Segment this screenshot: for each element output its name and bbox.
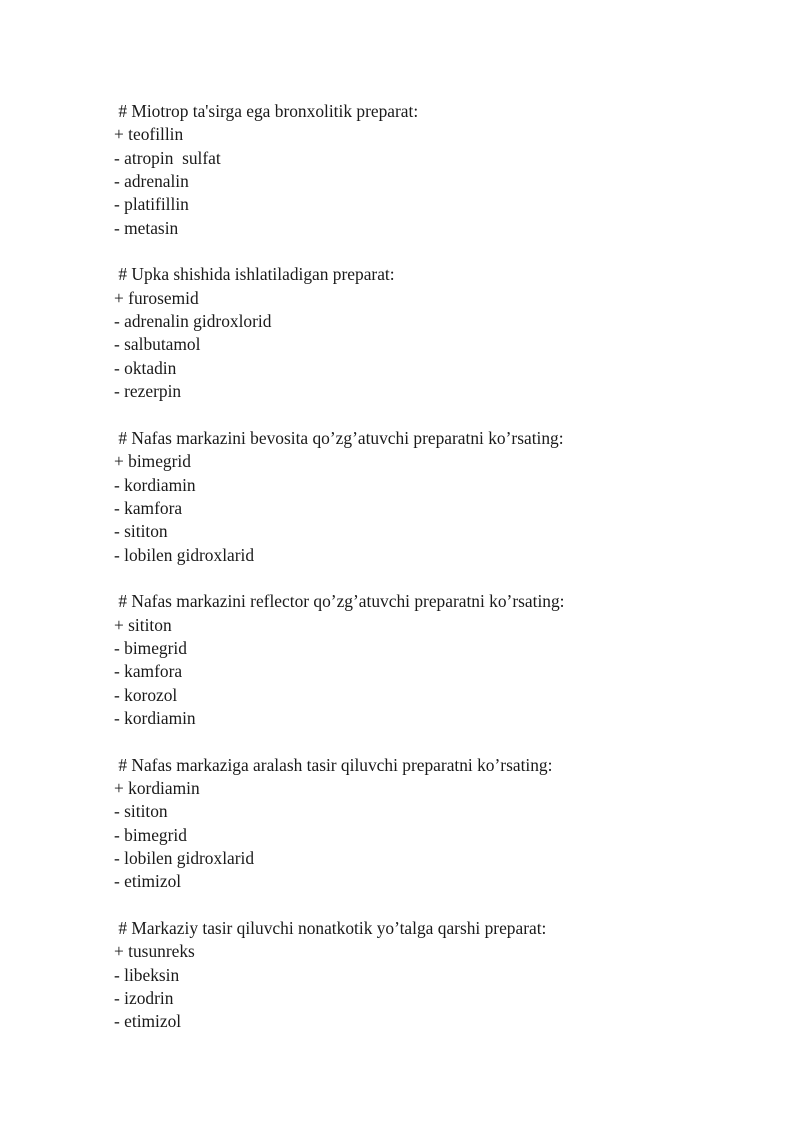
question-block (114, 427, 754, 567)
answer-option: - korozol (114, 684, 178, 705)
question-text: # Upka shishida ishlatiladigan preparat: (114, 264, 395, 285)
answer-option: + furosemid (114, 287, 199, 308)
answer-option: - lobilen gidroxlarid (114, 544, 255, 565)
question-text: # Nafas markazini reflector qo’zg’atuvchi preparatni ko’rsating: (114, 591, 565, 612)
answer-option: - izodrin (114, 988, 174, 1009)
answer-option: - platifillin (114, 194, 189, 215)
answer-option: + kordiamin (114, 777, 200, 798)
answer-option: - kordiamin (114, 707, 196, 728)
question-text: # Nafas markazini bevosita qo’zg’atuvchi preparatni ko’rsating: (114, 427, 564, 448)
answer-option: - etimizol (114, 1011, 182, 1032)
answer-option: - lobilen gidroxlarid (114, 848, 255, 868)
answer-option: - kordiamin (114, 474, 196, 495)
answer-option: - sititon (114, 521, 168, 542)
answer-option: - kamfora (114, 497, 183, 518)
answer-option: + sititon (114, 614, 172, 635)
question-text: # Miotrop ta'sirga ega bronxolitik preparat: (114, 101, 419, 121)
answer-option: + tusunreks (114, 941, 195, 962)
answer-option: + bimegrid (114, 451, 191, 472)
answer-option: - kamfora (114, 661, 183, 682)
question-block (114, 590, 754, 730)
answer-option: - rezerpin (114, 381, 182, 402)
answer-option: - metasin (114, 217, 179, 238)
question-text: # Nafas markaziga aralash tasir qiluvchi preparatni ko’rsating: (114, 754, 553, 775)
answer-option: - atropin sulfat (114, 147, 221, 168)
answer-option: - etimizol (114, 871, 182, 892)
answer-option: + teofillin (114, 124, 184, 145)
answer-option: - adrenalin gidroxlorid (114, 311, 272, 332)
answer-option: - sititon (114, 801, 168, 822)
answer-option: - libeksin (114, 964, 180, 985)
question-block (114, 754, 754, 894)
question-block (114, 917, 754, 1034)
question-list (114, 100, 754, 1034)
answer-option: - salbutamol (114, 334, 201, 355)
answer-option: - bimegrid (114, 637, 187, 658)
question-block (114, 100, 754, 240)
question-text: # Markaziy tasir qiluvchi nonatkotik yo’talga qarshi preparat: (114, 918, 547, 939)
answer-option: - adrenalin (114, 171, 189, 192)
answer-option: - bimegrid (114, 824, 187, 845)
answer-option: - oktadin (114, 357, 177, 378)
question-block (114, 263, 754, 403)
